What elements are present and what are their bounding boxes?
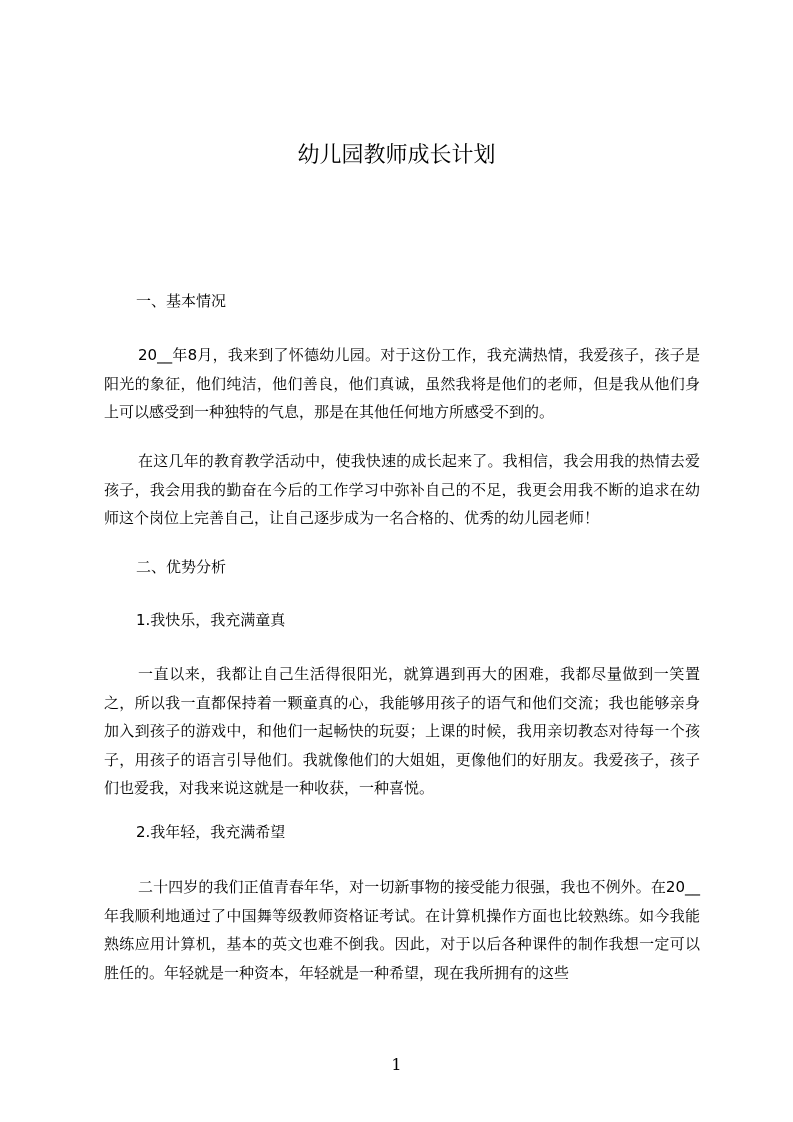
paragraph-happy: 一直以来，我都让自己生活得很阳光，就算遇到再大的困难，我都尽量做到一笑置之，所以我一直都保持着一颗童真的心，我能够用孩子的语气和他们交流；我也能够亲身加入到孩子的游戏中，和他们一起畅快的玩耍；上课的时候，我用亲切教态对待每一个孩子，用孩子的语言引导他们。我就像他们的大姐姐，更像他们的好朋友。我爱孩子，孩子们也爱我，对我来说这就是一种收获，一种喜悦。 xyxy=(104,665,700,797)
subsection-heading-happy: 1.我快乐，我充满童真 xyxy=(136,611,286,629)
document-title: 幼儿园教师成长计划 xyxy=(297,143,496,168)
section-heading-basic-info: 一、基本情况 xyxy=(136,292,227,310)
paragraph-basic-info-1: 20__年8月，我来到了怀德幼儿园。对于这份工作，我充满热情，我爱孩子，孩子是阳光的象征，他们纯洁，他们善良，他们真诚，虽然我将是他们的老师，但是我从他们身上可以感受到一种独特的气息，那是在其他任何地方所感受不到的。 xyxy=(104,346,700,421)
paragraph-basic-info-2: 在这几年的教育教学活动中，使我快速的成长起来了。我相信，我会用我的热情去爱孩子，我会用我的勤奋在今后的工作学习中弥补自己的不足，我更会用我不断的追求在幼师这个岗位上完善自己，让自己逐步成为一名合格的、优秀的幼儿园老师！ xyxy=(104,452,700,527)
page-number: 1 xyxy=(391,1055,402,1074)
subsection-heading-young: 2.我年轻，我充满希望 xyxy=(136,823,286,841)
paragraph-young: 二十四岁的我们正值青春年华，对一切新事物的接受能力很强，我也不例外。在20__年我顺利地通过了中国舞等级教师资格证考试。在计算机操作方面也比较熟练。如今我能熟练应用计算机，基本的英文也难不倒我。因此，对于以后各种课件的制作我想一定可以胜任的。年轻就是一种资本，年轻就是一种希望，现在我所拥有的这些 xyxy=(104,878,700,982)
section-heading-strengths: 二、优势分析 xyxy=(136,558,227,576)
